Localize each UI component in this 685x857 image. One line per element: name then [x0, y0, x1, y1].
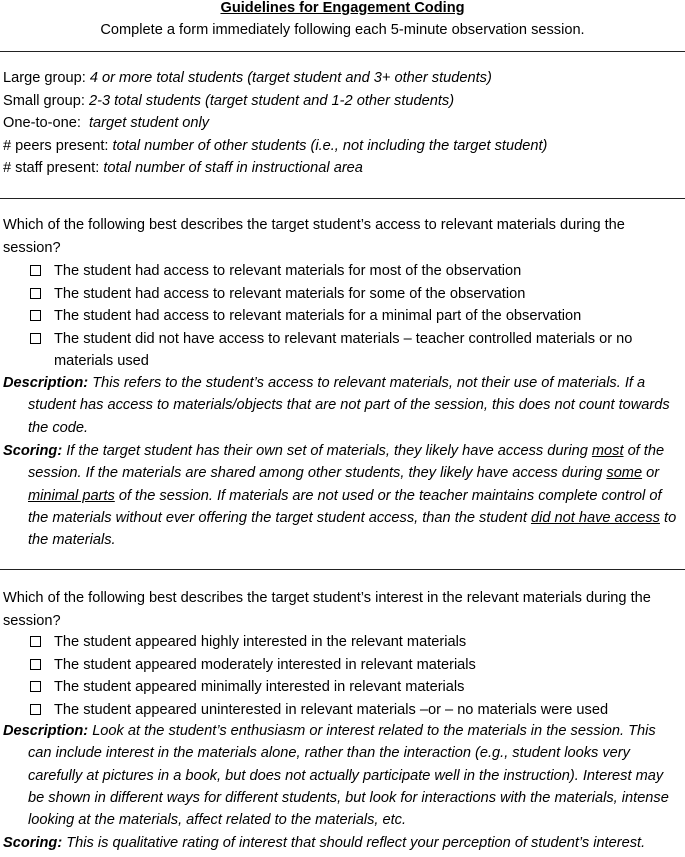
- checkbox-icon[interactable]: [30, 681, 41, 692]
- checkbox-icon[interactable]: [30, 704, 41, 715]
- interest-description: Description: Look at the student’s enthusiasm or interest related to the materials in the session. This can include interest in the materials alone, rather than the interaction (e.g., student looks very carefully at pictures in a book, but does not actually participate well in the instruction). Interest may be shown in different ways for different students, but look for interactions with the materials, intense looking at the materials, affect related to the materials, etc.: [3, 723, 669, 829]
- interest-option-minimal[interactable]: The student appeared minimally interested in relevant materials: [28, 676, 678, 699]
- interest-question: Which of the following best describes the target student’s interest in the relevant materials during the session?: [3, 590, 651, 629]
- checkbox-icon[interactable]: [30, 333, 41, 344]
- access-options: [28, 260, 678, 373]
- definition-one-to-one: One-to-one: target student only: [3, 115, 210, 131]
- interest-option-high[interactable]: The student appeared highly interested in the relevant materials: [28, 631, 678, 654]
- divider: [0, 198, 685, 199]
- checkbox-icon[interactable]: [30, 265, 41, 276]
- definition-small-group: Small group: 2-3 total students (target student and 1-2 other students): [3, 93, 455, 109]
- interest-scoring: Scoring: This is qualitative rating of interest that should reflect your perception of student’s interest.: [3, 835, 646, 851]
- checkbox-icon[interactable]: [30, 288, 41, 299]
- access-option-none[interactable]: The student did not have access to relevant materials – teacher controlled materials or no materials used: [28, 328, 678, 373]
- definition-staff-present: # staff present: total number of staff in instructional area: [3, 160, 363, 176]
- interest-option-none[interactable]: The student appeared uninterested in relevant materials –or – no materials were used: [28, 699, 678, 722]
- divider: [0, 51, 685, 52]
- access-option-some[interactable]: The student had access to relevant materials for some of the observation: [28, 283, 678, 306]
- access-option-minimal[interactable]: The student had access to relevant materials for a minimal part of the observation: [28, 305, 678, 328]
- definition-large-group: Large group: 4 or more total students (target student and 3+ other students): [3, 70, 492, 86]
- interest-options: [28, 631, 678, 721]
- access-scoring: Scoring: If the target student has their own set of materials, they likely have access during most of the session. If the materials are shared among other students, they likely have access during some or minimal parts of the session. If materials are not used or the teacher maintains complete control of the materials without ever offering the target student access, than the student did not have access to the materials.: [3, 443, 677, 549]
- definition-peers-present: # peers present: total number of other students (i.e., not including the target student): [3, 138, 548, 154]
- access-description: Description: This refers to the student’s access to relevant materials, not their use of materials. If a student has access to materials/objects that are not part of the session, this does not count towards the code.: [3, 375, 670, 436]
- access-option-most[interactable]: The student had access to relevant materials for most of the observation: [28, 260, 678, 283]
- checkbox-icon[interactable]: [30, 659, 41, 670]
- checkbox-icon[interactable]: [30, 636, 41, 647]
- checkbox-icon[interactable]: [30, 310, 41, 321]
- interest-option-moderate[interactable]: The student appeared moderately interested in relevant materials: [28, 654, 678, 677]
- page-title: Guidelines for Engagement Coding: [220, 0, 465, 16]
- access-question: Which of the following best describes the target student’s access to relevant materials during the session?: [3, 217, 625, 256]
- divider: [0, 569, 685, 570]
- page-subtitle: Complete a form immediately following each 5-minute observation session.: [100, 22, 585, 38]
